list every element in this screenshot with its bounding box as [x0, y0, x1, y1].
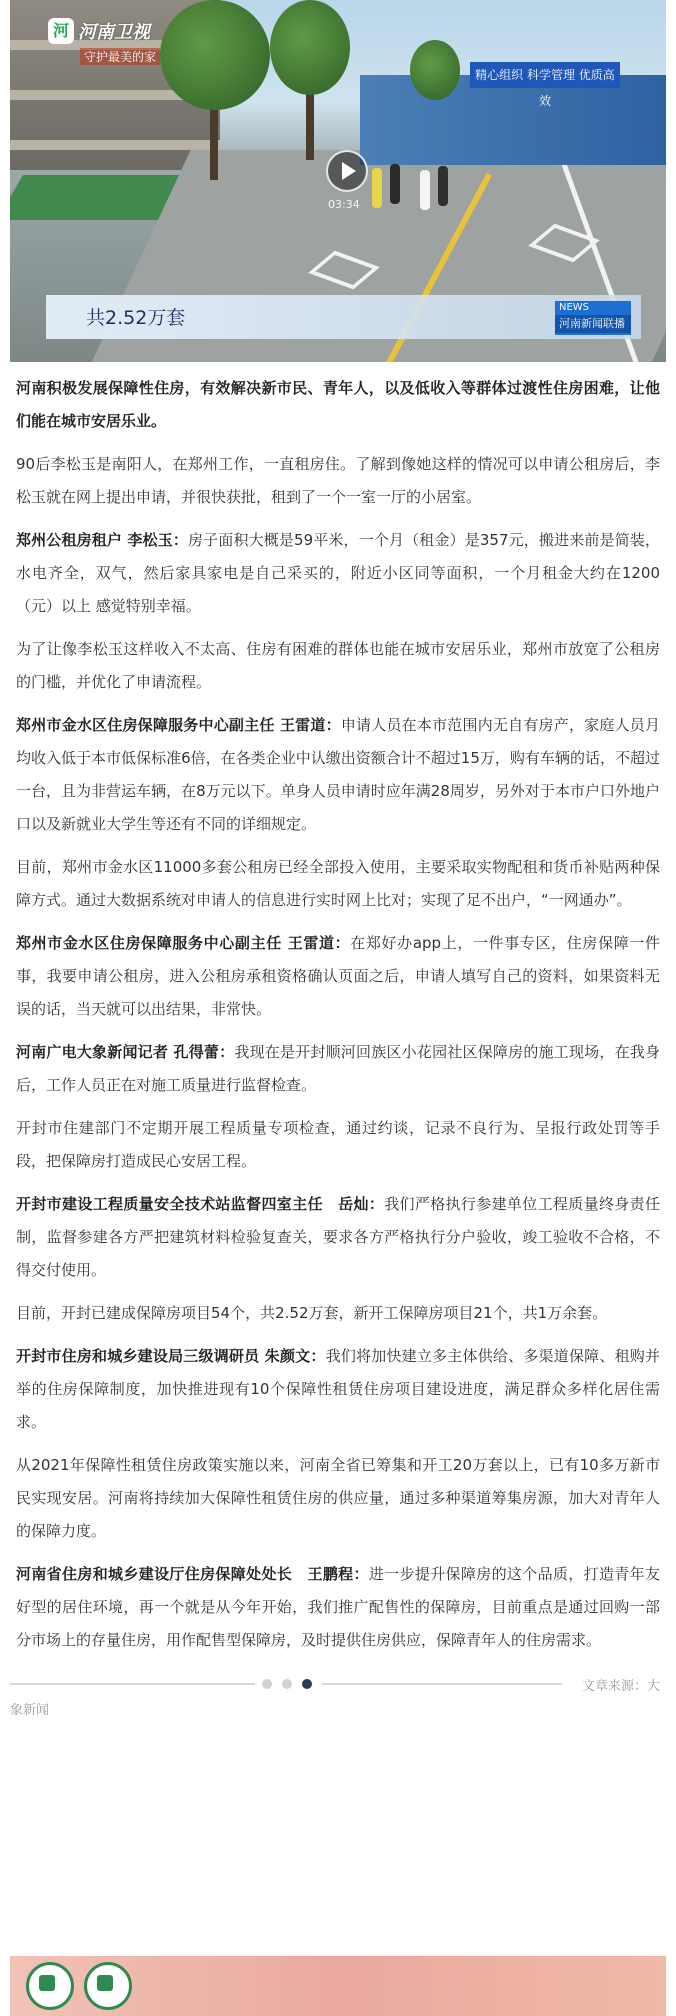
news-tag-program: 河南新闻联播 — [555, 315, 631, 333]
article-quote — [16, 1188, 660, 1287]
worker-figure — [420, 170, 430, 210]
news-tag — [555, 301, 631, 335]
article-quote — [16, 927, 660, 1026]
tree — [270, 0, 350, 95]
divider-line — [322, 1683, 562, 1685]
quote-text: 房子面积大概是59平米，一个月（租金）是357元，搬进来前是简装，水电齐全，双气，然后家具家电是自己采买的，附近小区同等面积，一个月租金大约在1200（元）以上 感觉特别幸福。 — [16, 531, 660, 615]
worker-figure — [372, 168, 382, 208]
quote-text: 我现在是开封顺河回族区小花园社区保障房的施工现场，在我身后，工作人员正在对施工质量进行监督检查。 — [16, 1043, 660, 1094]
tree — [160, 0, 270, 110]
channel-logo-icon: 河 — [48, 18, 74, 44]
article-paragraph: 90后李松玉是南阳人，在郑州工作，一直租房住。了解到像她这样的情况可以申请公租房后，李松玉就在网上提出申请，并很快获批，租到了一个一室一厅的小居室。 — [16, 455, 660, 506]
site-sign-text: 守护最美的家 — [80, 48, 160, 65]
article-source-tail: 象新闻 — [10, 1703, 50, 1718]
article-quote — [16, 524, 660, 623]
tree — [410, 40, 460, 100]
footer-banner-image — [10, 1956, 666, 2016]
quote-speaker: 河南广电大象新闻记者 孔得蕾： — [16, 1043, 235, 1061]
news-video-player[interactable] — [10, 0, 666, 362]
article-paragraph: 开封市住建部门不定期开展工程质量专项检查，通过约谈，记录不良行为、呈报行政处罚等手段，把保障房打造成民心安居工程。 — [16, 1119, 660, 1170]
divider-line — [10, 1683, 255, 1685]
article-lead: 河南积极发展保障性住房，有效解决新市民、青年人，以及低收入等群体过渡性住房困难，让他们能在城市安居乐业。 — [16, 379, 660, 430]
quote-text: 我们将加快建立多主体供给、多渠道保障、租购并举的住房保障制度，加快推进现有10个保障性租赁住房项目建设进度，满足群众多样化居住需求。 — [16, 1347, 660, 1431]
page-dot[interactable] — [282, 1679, 292, 1689]
emblem-icon — [26, 1962, 74, 2010]
article-paragraph: 目前，开封已建成保障房项目54个，共2.52万套，新开工保障房项目21个，共1万余套。 — [16, 1304, 608, 1322]
news-tag-label: NEWS — [559, 302, 590, 313]
article-quote — [16, 1036, 660, 1102]
play-icon[interactable] — [326, 150, 368, 192]
article-paragraph: 目前，郑州市金水区11000多套公租房已经全部投入使用，主要采取实物配租和货币补贴两种保障方式。通过大数据系统对申请人的信息进行实时网上比对；实现了足不出户，“一网通办”。 — [16, 858, 660, 909]
worker-figure — [390, 164, 400, 204]
video-caption-bar — [46, 295, 641, 339]
quote-text: 申请人员在本市范围内无自有房产，家庭人员月均收入低于本市低保标准6倍，在各类企业中认缴出资额合计不超过15万，购有车辆的话，不超过一台，且为非营运车辆，在8万元以下。单身人员申请时应年满28周岁，另外对于本市户口外地户口以及新就业大学生等还有不同的详细规定。 — [16, 716, 660, 833]
worker-figure — [438, 166, 448, 206]
article-paragraph: 从2021年保障性租赁住房政策实施以来，河南全省已筹集和开工20万套以上，已有10多万新市民实现安居。河南将持续加大保障性租赁住房的供应量，通过多种渠道筹集房源，加大对青年人的保障力度。 — [16, 1456, 660, 1540]
quote-speaker: 郑州市金水区住房保障服务中心副主任 王雷道： — [16, 716, 341, 734]
quote-speaker: 郑州公租房租户 李松玉： — [16, 531, 188, 549]
article-body — [0, 372, 676, 1657]
quote-text: 我们严格执行参建单位工程质量终身责任制，监督参建各方严把建筑材料检验复查关，要求各方严格执行分户验收，竣工验收不合格，不得交付使用。 — [16, 1195, 660, 1279]
article-source-label: 文章来源：大 — [581, 1679, 660, 1694]
quote-speaker: 开封市住房和城乡建设局三级调研员 朱颜文： — [16, 1347, 326, 1365]
construction-wall — [360, 75, 666, 165]
quote-speaker: 郑州市金水区住房保障服务中心副主任 王雷道： — [16, 934, 351, 952]
article-quote — [16, 709, 660, 841]
page-dot[interactable] — [262, 1679, 272, 1689]
quote-text: 在郑好办app上，一件事专区，住房保障一件事，我要申请公租房，进入公租房承租资格确认页面之后，申请人填写自己的资料，如果资料无误的话，当天就可以出结果，非常快。 — [16, 934, 660, 1018]
video-duration: 03:34 — [328, 198, 360, 211]
article-paragraph: 为了让像李松玉这样收入不太高、住房有困难的群体也能在城市安居乐业，郑州市放宽了公租房的门槛，并优化了申请流程。 — [16, 640, 660, 691]
quote-speaker: 河南省住房和城乡建设厅住房保障处处长 王鹏程： — [16, 1565, 369, 1583]
page-dot-active[interactable] — [302, 1679, 312, 1689]
emblem-icon — [84, 1962, 132, 2010]
video-caption: 共2.52万套 — [86, 307, 186, 329]
article-quote — [16, 1340, 660, 1439]
quote-text: 进一步提升保障房的这个品质，打造青年友好型的居住环境，再一个就是从今年开始，我们推广配售性的保障房，目前重点是通过回购一部分市场上的存量住房，用作配售型保障房，及时提供住房供应，保障青年人的住房需求。 — [16, 1565, 660, 1649]
channel-logo-text: 河南卫视 — [78, 22, 150, 43]
site-banner: 精心组织 科学管理 优质高效 — [470, 62, 620, 88]
channel-logo — [48, 18, 150, 44]
article-quote — [16, 1558, 660, 1657]
quote-speaker: 开封市建设工程质量安全技术站监督四室主任 岳灿： — [16, 1195, 385, 1213]
pagination — [0, 1667, 676, 1701]
